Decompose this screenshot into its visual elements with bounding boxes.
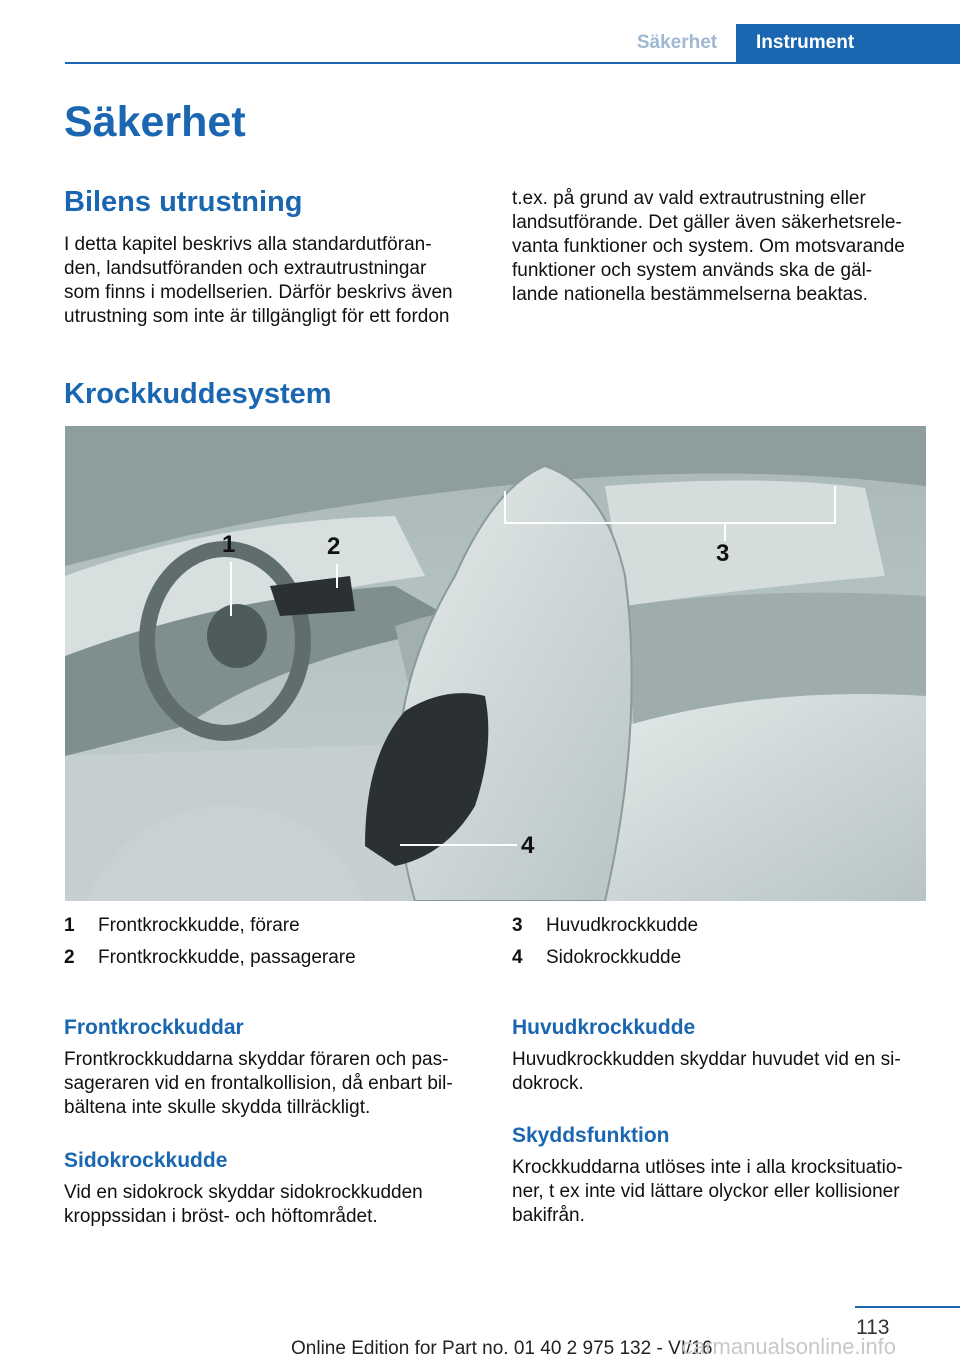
subsection-title-front-airbags: Frontkrockkuddar [64,1016,244,1039]
page-title: Säkerhet [64,98,246,146]
car-interior-figure [65,426,926,901]
callout-4: 4 [521,832,535,859]
tab-sakerhet[interactable]: Säkerhet [636,32,718,53]
subsection-title-side-airbag: Sidokrockkudde [64,1149,228,1172]
legend-text: Huvudkrockkudde [546,915,699,936]
subsection-title-head-airbag: Huvudkrockkudde [512,1016,696,1039]
header-rule [65,62,960,64]
callout-1: 1 [222,531,236,558]
legend-number: 3 [512,915,523,936]
equipment-text-col1: I detta kapitel beskrivs alla standardutföran- den, landsutföranden och extrautrustningar som finns i modellserien. Därför beskrivs även utrustning som inte är tillgängligt för ett fordon [64,234,453,327]
callout-2: 2 [327,533,341,560]
legend-text: Frontkrockkudde, förare [98,915,300,936]
equipment-text-col2: t.ex. på grund av vald extrautrustning eller landsutförande. Det gäller även säkerhetsrele- vanta funktioner och system. Om motsvarande funktioner och system används ska de gäl- lande nationella bestämmelserna beaktas. [512,188,905,305]
page-number: 113 [856,1316,890,1339]
front-airbags-text: Frontkrockkuddarna skyddar föraren och pas- sageraren vid en frontalkollision, då enbart bil- bältena inte skulle skydda tillräckligt. [64,1049,453,1118]
side-airbag-text: Vid en sidokrock skyddar sidokrockkudden kroppssidan i bröst- och höftområdet. [64,1182,423,1227]
head-airbag-text: Huvudkrockkudden skyddar huvudet vid en si- dokrock. [512,1049,901,1094]
subsection-title-protection: Skyddsfunktion [512,1124,670,1147]
footer-rule [855,1306,960,1308]
car-interior-illustration [65,426,926,901]
legend-number: 1 [64,915,75,936]
edition-text: Online Edition for Part no. 01 40 2 975 132 - VI/16 [291,1338,713,1359]
callout-3: 3 [716,540,730,567]
section-title-airbag-system: Krockkuddesystem [64,378,332,410]
legend-number: 4 [512,947,523,968]
tab-instrument[interactable]: Instrument [736,24,960,62]
legend-text: Frontkrockkudde, passagerare [98,947,356,968]
legend-number: 2 [64,947,75,968]
section-title-equipment: Bilens utrustning [64,186,303,218]
legend-text: Sidokrockkudde [546,947,682,968]
watermark: carmanualsonline.info [682,1334,897,1359]
protection-text: Krockkuddarna utlöses inte i alla krocksituatio- ner, t ex inte vid lättare olyckor eller kollisioner bakifrån. [512,1157,903,1226]
